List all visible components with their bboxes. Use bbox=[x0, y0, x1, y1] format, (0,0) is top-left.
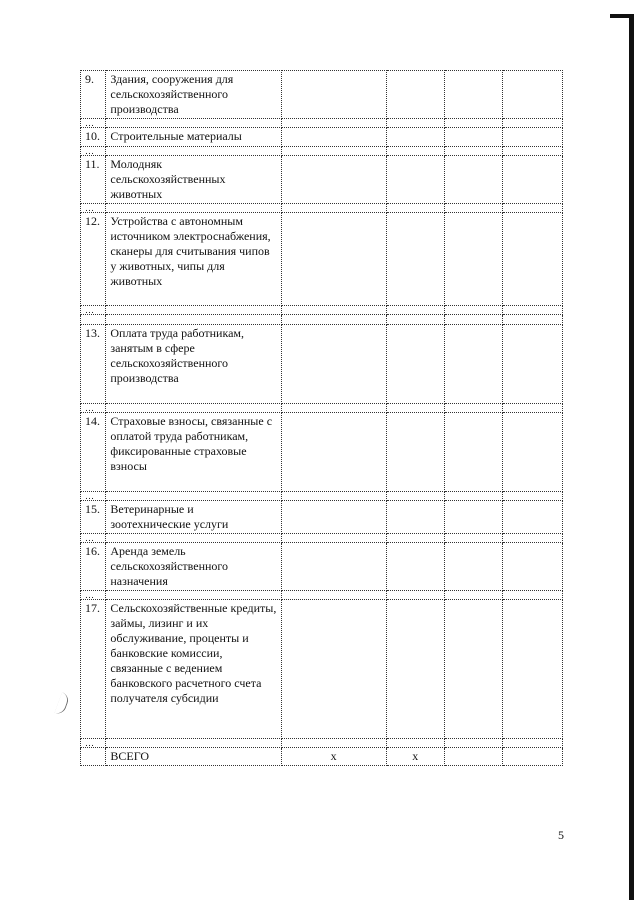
total-num-cell bbox=[81, 748, 106, 766]
table-row bbox=[81, 600, 563, 739]
row-cell-6 bbox=[503, 501, 563, 534]
row-name: Здания, сооружения для сельскохозяйственного производства bbox=[106, 71, 281, 119]
row-cell-5 bbox=[444, 315, 502, 325]
row-cell-6 bbox=[503, 315, 563, 325]
row-cell-6 bbox=[503, 213, 563, 306]
row-cell-6 bbox=[503, 119, 563, 128]
row-cell-6 bbox=[503, 404, 563, 413]
row-cell-5 bbox=[444, 71, 502, 119]
row-cell-4 bbox=[386, 156, 444, 204]
row-number: 13. bbox=[81, 325, 106, 404]
ellipsis-row bbox=[81, 119, 563, 128]
total-cell-5 bbox=[444, 748, 502, 766]
row-cell-4 bbox=[386, 119, 444, 128]
row-cell-6 bbox=[503, 128, 563, 147]
row-cell-4 bbox=[386, 204, 444, 213]
ellipsis-row bbox=[81, 492, 563, 501]
page-edge bbox=[629, 14, 634, 900]
row-cell-4 bbox=[386, 315, 444, 325]
row-number: … bbox=[81, 534, 106, 543]
row-name: Молодняк сельскохозяйственных животных bbox=[106, 156, 281, 204]
row-cell-5 bbox=[444, 119, 502, 128]
table-row bbox=[81, 325, 563, 404]
row-cell-5 bbox=[444, 213, 502, 306]
row-cell-6 bbox=[503, 739, 563, 748]
row-cell-3 bbox=[281, 501, 386, 534]
row-name bbox=[106, 119, 281, 128]
row-name bbox=[106, 492, 281, 501]
row-cell-4 bbox=[386, 213, 444, 306]
row-cell-6 bbox=[503, 156, 563, 204]
row-number: 10. bbox=[81, 128, 106, 147]
row-number: … bbox=[81, 204, 106, 213]
row-cell-5 bbox=[444, 404, 502, 413]
row-number: 12. bbox=[81, 213, 106, 306]
row-cell-5 bbox=[444, 534, 502, 543]
row-number: … bbox=[81, 591, 106, 600]
row-name bbox=[106, 534, 281, 543]
row-cell-3 bbox=[281, 404, 386, 413]
row-cell-4 bbox=[386, 543, 444, 591]
table-row bbox=[81, 213, 563, 306]
row-number: … bbox=[81, 739, 106, 748]
row-cell-6 bbox=[503, 534, 563, 543]
row-cell-5 bbox=[444, 306, 502, 315]
row-cell-5 bbox=[444, 156, 502, 204]
row-name bbox=[106, 204, 281, 213]
row-name: Строительные материалы bbox=[106, 128, 281, 147]
row-cell-4 bbox=[386, 591, 444, 600]
row-name bbox=[106, 739, 281, 748]
ellipsis-row bbox=[81, 147, 563, 156]
row-name bbox=[106, 306, 281, 315]
row-cell-6 bbox=[503, 543, 563, 591]
table-row bbox=[81, 543, 563, 591]
row-cell-6 bbox=[503, 413, 563, 492]
row-name bbox=[106, 315, 281, 325]
ellipsis-row bbox=[81, 534, 563, 543]
row-name bbox=[106, 147, 281, 156]
row-number: 14. bbox=[81, 413, 106, 492]
table-row bbox=[81, 71, 563, 119]
row-name bbox=[106, 591, 281, 600]
row-cell-3 bbox=[281, 306, 386, 315]
row-name: Страховые взносы, связанные с оплатой труда работникам, фиксированные страховые взносы bbox=[106, 413, 281, 492]
row-cell-5 bbox=[444, 325, 502, 404]
row-cell-4 bbox=[386, 147, 444, 156]
row-number: … bbox=[81, 119, 106, 128]
row-cell-3 bbox=[281, 543, 386, 591]
row-cell-6 bbox=[503, 71, 563, 119]
row-cell-4 bbox=[386, 413, 444, 492]
margin-pen-mark bbox=[55, 692, 71, 716]
table-row bbox=[81, 413, 563, 492]
row-cell-5 bbox=[444, 600, 502, 739]
row-cell-4 bbox=[386, 534, 444, 543]
row-cell-3 bbox=[281, 128, 386, 147]
row-name: Сельскохозяйственные кредиты, займы, лизинг и их обслуживание, проценты и банковские комиссии, связанные с ведением банковского расчетного счета получателя субсидии bbox=[106, 600, 281, 739]
ellipsis-row bbox=[81, 306, 563, 315]
table-row bbox=[81, 128, 563, 147]
total-label: ВСЕГО bbox=[106, 748, 281, 766]
row-cell-5 bbox=[444, 501, 502, 534]
row-cell-4 bbox=[386, 492, 444, 501]
ellipsis-row bbox=[81, 591, 563, 600]
table-row bbox=[81, 156, 563, 204]
row-cell-5 bbox=[444, 591, 502, 600]
row-number: … bbox=[81, 492, 106, 501]
blank-row bbox=[81, 315, 563, 325]
row-name: Оплата труда работникам, занятым в сфере сельскохозяйственного производства bbox=[106, 325, 281, 404]
total-row bbox=[81, 748, 563, 766]
row-cell-3 bbox=[281, 156, 386, 204]
row-cell-4 bbox=[386, 306, 444, 315]
row-cell-5 bbox=[444, 204, 502, 213]
row-name: Аренда земель сельскохозяйственного назначения bbox=[106, 543, 281, 591]
row-number: … bbox=[81, 147, 106, 156]
expenses-table bbox=[80, 70, 563, 766]
row-cell-6 bbox=[503, 600, 563, 739]
row-cell-4 bbox=[386, 600, 444, 739]
ellipsis-row bbox=[81, 739, 563, 748]
row-cell-4 bbox=[386, 404, 444, 413]
row-number: 17. bbox=[81, 600, 106, 739]
page-number: 5 bbox=[558, 828, 564, 842]
row-cell-3 bbox=[281, 213, 386, 306]
row-cell-4 bbox=[386, 325, 444, 404]
row-cell-3 bbox=[281, 147, 386, 156]
row-number bbox=[81, 315, 106, 325]
row-cell-4 bbox=[386, 128, 444, 147]
row-cell-5 bbox=[444, 492, 502, 501]
row-cell-5 bbox=[444, 413, 502, 492]
row-cell-3 bbox=[281, 204, 386, 213]
row-cell-3 bbox=[281, 591, 386, 600]
row-number: 11. bbox=[81, 156, 106, 204]
expenses-table-body bbox=[81, 71, 563, 748]
total-cell-3: x bbox=[281, 748, 386, 766]
total-cell-6 bbox=[503, 748, 563, 766]
row-cell-3 bbox=[281, 492, 386, 501]
row-cell-3 bbox=[281, 739, 386, 748]
row-number: … bbox=[81, 404, 106, 413]
row-number: 15. bbox=[81, 501, 106, 534]
row-cell-4 bbox=[386, 739, 444, 748]
row-cell-3 bbox=[281, 71, 386, 119]
row-cell-3 bbox=[281, 315, 386, 325]
row-number: … bbox=[81, 306, 106, 315]
row-name: Ветеринарные и зоотехнические услуги bbox=[106, 501, 281, 534]
row-cell-6 bbox=[503, 147, 563, 156]
row-number: 16. bbox=[81, 543, 106, 591]
ellipsis-row bbox=[81, 404, 563, 413]
row-number: 9. bbox=[81, 71, 106, 119]
row-cell-3 bbox=[281, 325, 386, 404]
row-name: Устройства с автономным источником электроснабжения, сканеры для считывания чипов у животных, чипы для животных bbox=[106, 213, 281, 306]
total-cell-4: x bbox=[386, 748, 444, 766]
row-cell-3 bbox=[281, 600, 386, 739]
row-cell-3 bbox=[281, 534, 386, 543]
row-cell-4 bbox=[386, 71, 444, 119]
row-cell-3 bbox=[281, 119, 386, 128]
row-cell-5 bbox=[444, 543, 502, 591]
row-cell-6 bbox=[503, 204, 563, 213]
row-cell-5 bbox=[444, 147, 502, 156]
row-name bbox=[106, 404, 281, 413]
row-cell-6 bbox=[503, 591, 563, 600]
table-row bbox=[81, 501, 563, 534]
row-cell-6 bbox=[503, 492, 563, 501]
row-cell-5 bbox=[444, 128, 502, 147]
row-cell-5 bbox=[444, 739, 502, 748]
row-cell-4 bbox=[386, 501, 444, 534]
row-cell-6 bbox=[503, 306, 563, 315]
row-cell-3 bbox=[281, 413, 386, 492]
ellipsis-row bbox=[81, 204, 563, 213]
row-cell-6 bbox=[503, 325, 563, 404]
